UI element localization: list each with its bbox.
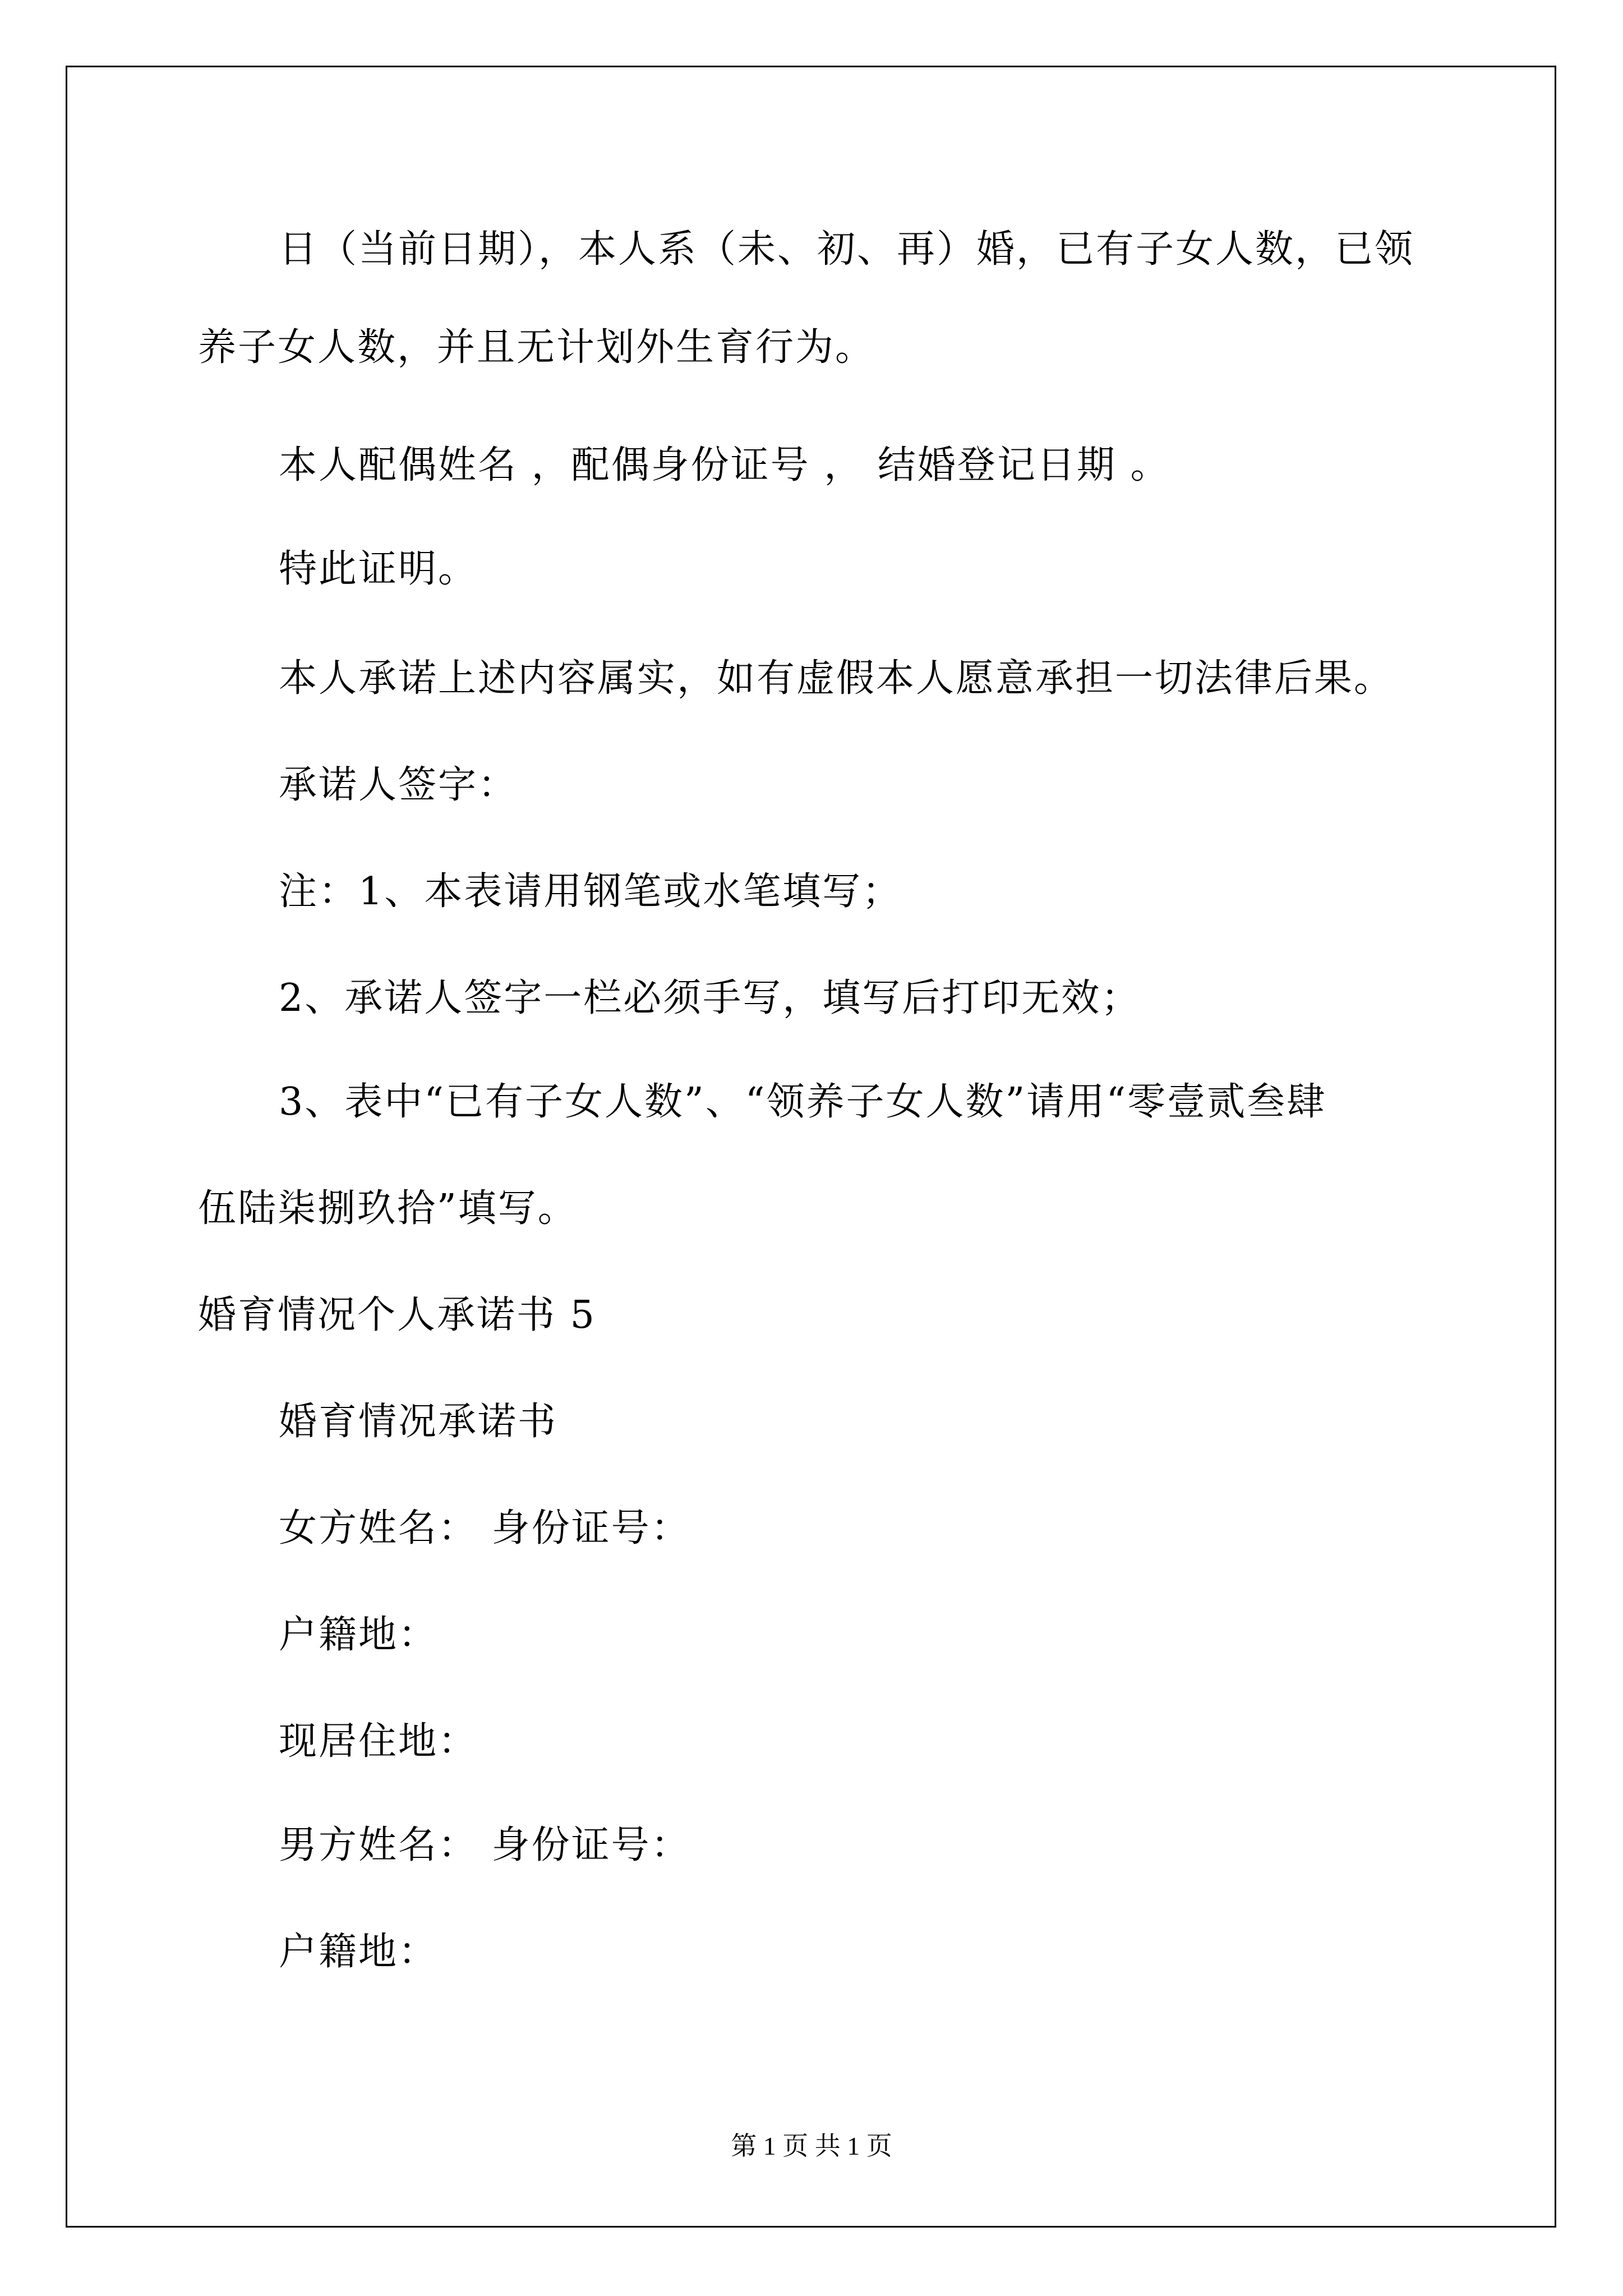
female-residence-line: 现居住地： xyxy=(279,1719,478,1764)
signature-label: 承诺人签字： xyxy=(279,763,518,807)
note-line-2: 2、承诺人签字一栏必须手写，填写后打印无效； xyxy=(279,976,1141,1020)
female-household-line: 户籍地： xyxy=(279,1613,439,1657)
commitment-line: 本人承诺上述内容属实，如有虚假本人愿意承担一切法律后果。 xyxy=(279,656,1394,701)
female-name-id-line: 女方姓名： 身份证号： xyxy=(279,1506,691,1550)
page-footer: 第 1 页 共 1 页 xyxy=(731,2132,892,2160)
section-title: 婚育情况个人承诺书 5 xyxy=(198,1293,596,1337)
paragraph-line-1: 日（当前日期），本人系（未、初、再）婚，已有子女人数，已领 xyxy=(279,227,1415,272)
paragraph-line-2: 养子女人数，并且无计划外生育行为。 xyxy=(198,325,875,370)
spouse-info-line: 本人配偶姓名 ，配偶身份证号 ， 结婚登记日期 。 xyxy=(279,443,1170,487)
note-line-3-cont: 伍陆柒捌玖拾”填写。 xyxy=(198,1186,578,1231)
note-line-3: 3、表中“已有子女人数”、“领养子女人数”请用“零壹贰叁肆 xyxy=(279,1080,1327,1124)
certify-line: 特此证明。 xyxy=(279,547,478,591)
note-line-1: 注：1、本表请用钢笔或水笔填写； xyxy=(279,869,902,914)
male-household-line: 户籍地： xyxy=(279,1930,439,1974)
form-title: 婚育情况承诺书 xyxy=(279,1400,558,1444)
page-border xyxy=(66,66,1556,2228)
male-name-id-line: 男方姓名： 身份证号： xyxy=(279,1823,691,1867)
